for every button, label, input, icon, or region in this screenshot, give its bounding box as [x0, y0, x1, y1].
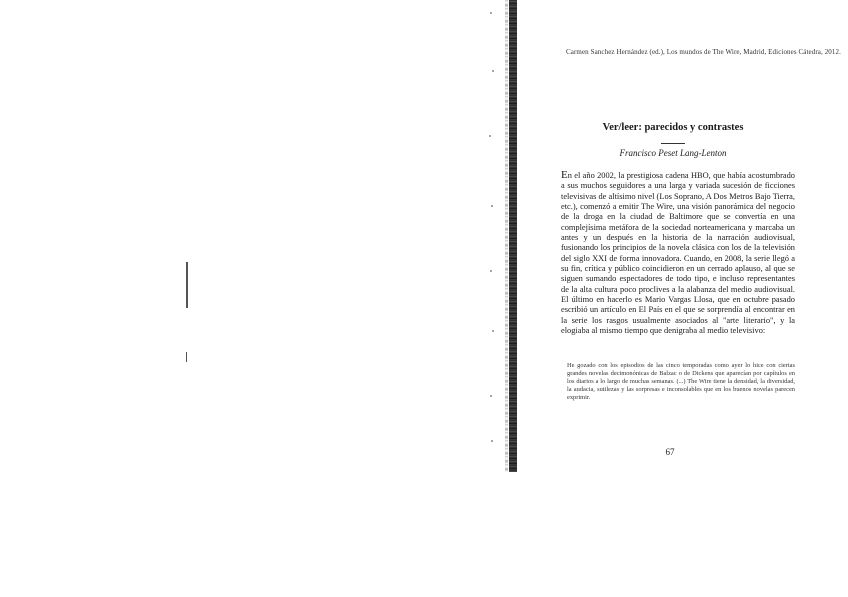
scan-dot	[490, 270, 492, 272]
scan-dot	[492, 70, 494, 72]
scan-dot	[489, 135, 491, 137]
title-rule	[661, 143, 685, 144]
scan-dot	[491, 205, 493, 207]
scan-dot	[490, 12, 492, 14]
page-number: 67	[665, 447, 675, 457]
book-spine	[509, 0, 517, 472]
body-paragraph	[561, 170, 795, 337]
scan-mark	[186, 352, 187, 362]
scan-mark	[186, 262, 188, 308]
drop-cap: E	[561, 169, 568, 181]
body-text: n el año 2002, la prestigiosa cadena HBO, que había acostumbrado a sus muchos seguidores a una larga y variada sucesión de ficciones televisivas de altísimo nivel (Los Soprano, A Dos Metros Bajo Tierra, etc.), comenzó a emitir The Wire, una visión panorámica del negocio de la droga en la ciudad de Baltimore que se convertía en una complejísima metáfora de la sociedad norteamericana y marcaba un antes y un después en la historia de la narración audiovisual, fusionando los principios de la novela clásica con los de la televisión del siglo XXI de forma innovadora. Cuando, en 2008, la serie llegó a su fin, crítica y público coincidieron en un cerrado aplauso, al que se siguen sumando espectadores de todo tipo, e incluso representantes de la alta cultura poco proclives a la alabanza del medio audiovisual. El último en hacerlo es Mario Vargas Llosa, que en octubre pasado escribió un artículo en El País en el que se sorprendía al encontrar en la serie los rasgos usualmente asociados al "arte literario", y la elogiaba al mismo tiempo que denigraba al medio televisivo:	[561, 171, 795, 336]
running-head: Carmen Sanchez Hernández (ed.), Los mundos de The Wire, Madrid, Ediciones Cátedra, 2012.	[566, 48, 841, 56]
scan-dot	[492, 330, 494, 332]
scan-dot	[491, 440, 493, 442]
quote-text: He gozado con los episodios de las cinco temporadas como ayer lo hice con ciertas grandes novelas decimonónicas de Balzac o de Dickens que aparecían por capítulos en los diarios a lo largo de muchas semanas. (...) The Wire tiene la densidad, la diversidad, la audacia, sutilezas y las sorpresas e inconsolables que en los buenos novelas parecen exprimir.	[567, 362, 795, 401]
scan-dot	[490, 395, 492, 397]
page-edge	[505, 0, 508, 472]
chapter-title: Ver/leer: parecidos y contrastes	[602, 122, 744, 133]
block-quote	[567, 362, 795, 402]
author-name: Francisco Peset Lang-Lenton	[619, 148, 727, 158]
